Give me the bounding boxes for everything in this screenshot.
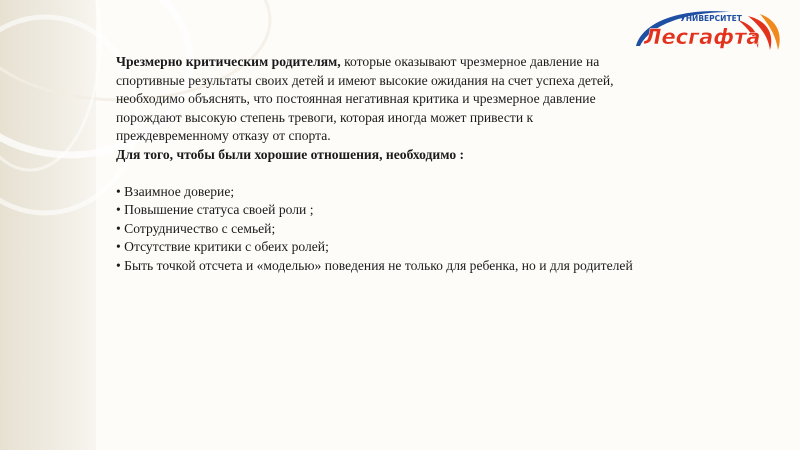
list-item: • Отсутствие критики с обеих ролей; [116, 239, 329, 254]
logo-top-text: УНИВЕРСИТЕТ [680, 14, 742, 23]
intro-paragraph [116, 53, 636, 146]
intro-text: которые оказывают чрезмерное давление на спортивные результаты своих детей и имеют высокие ожидания на счет успеха детей, необходимо объяснять, что постоянная негативная критика и чрезмерное давление порождают высокую степень тревоги, которая иногда может привести к преждевременному отказу от спорта. [116, 54, 614, 143]
university-logo [630, 6, 782, 56]
main-text-block [116, 53, 636, 275]
intro-bold-text: Чрезмерно критическим родителям, [116, 54, 341, 69]
list-item: • Взаимное доверие; [116, 183, 235, 199]
logo-main-text: Лесгафта [644, 25, 761, 49]
spacer [116, 164, 636, 183]
list-item: • Сотрудничество с семьей; [116, 220, 276, 236]
list-item: • Повышение статуса своей роли ; [116, 202, 314, 217]
section-heading: Для того, чтобы были хорошие отношения, необходимо : [116, 146, 465, 162]
requirements-list [116, 183, 636, 276]
list-item: • Быть точкой отсчета и «моделью» поведения не только для ребенка, но и для родителей [116, 257, 633, 273]
